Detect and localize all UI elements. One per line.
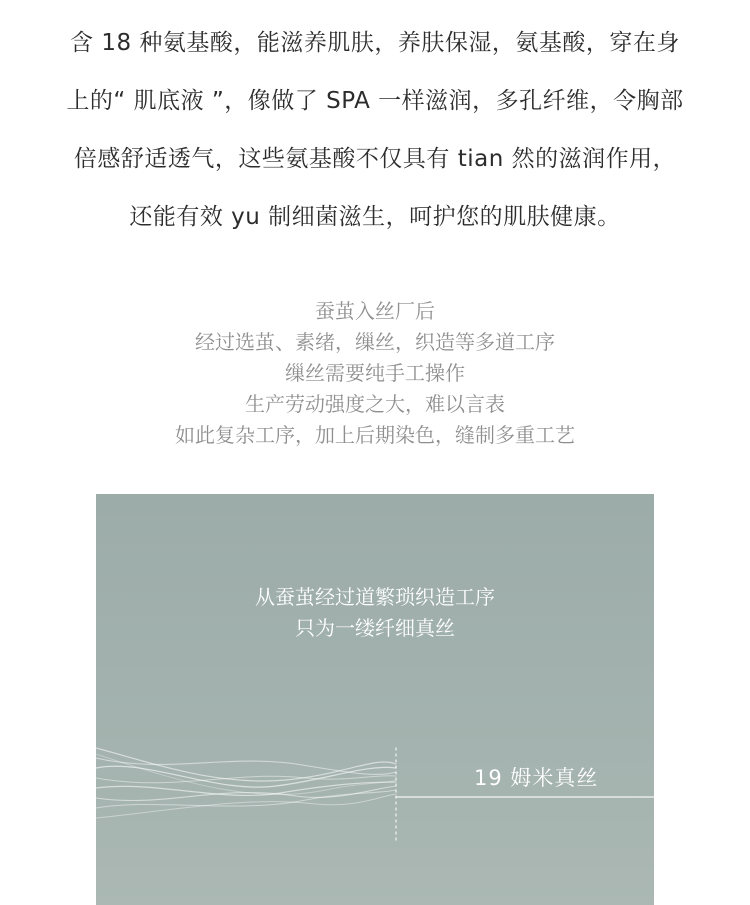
intro-line: 倍感舒适透气，这些氨基酸不仅具有 tian 然的滋润作用，: [73, 146, 677, 172]
process-line: 缫丝需要纯手工操作: [285, 361, 465, 385]
intro-paragraph: [0, 14, 750, 246]
panel-caption-line: 只为一缕纤细真丝: [295, 616, 455, 640]
silk-feature-panel: [96, 494, 654, 905]
intro-line: 含 18 种氨基酸，能滋养肌肤，养肤保湿，氨基酸，穿在身: [70, 30, 680, 56]
process-line: 经过选茧、素绪，缫丝，织造等多道工序: [195, 330, 555, 354]
process-line: 生产劳动强度之大，难以言表: [245, 392, 505, 416]
panel-caption: [96, 582, 654, 644]
intro-line: 上的“ 肌底液 ”，像做了 SPA 一样滋润，多孔纤维，令胸部: [66, 88, 684, 114]
silk-strand: [96, 776, 396, 783]
process-line: 如此复杂工序，加上后期染色，缝制多重工艺: [175, 423, 575, 447]
fiber-label: 19 姆米真丝: [474, 766, 599, 790]
silk-strand: [96, 786, 396, 801]
process-line: 蚕茧入丝厂后: [315, 299, 435, 323]
intro-line: 还能有效 yu 制细菌滋生，呵护您的肌肤健康。: [129, 204, 621, 230]
silk-strand: [96, 782, 396, 795]
panel-caption-line: 从蚕茧经过道繁琐织造工序: [255, 585, 495, 609]
process-description: [0, 296, 750, 451]
